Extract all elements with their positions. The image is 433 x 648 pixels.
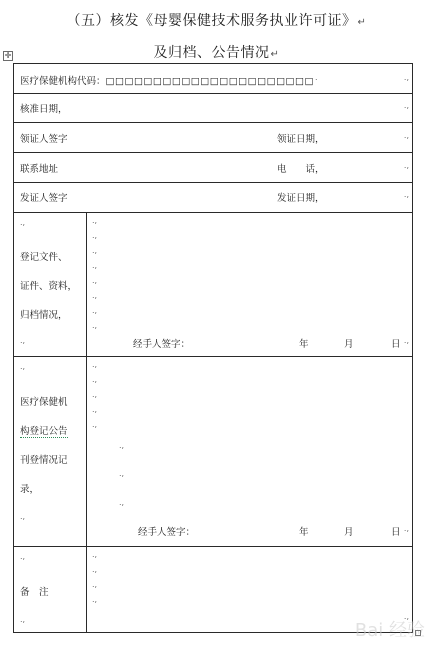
table-resize-handle-icon[interactable] bbox=[415, 630, 421, 636]
empty-paragraph-mark: ., bbox=[92, 216, 98, 225]
row-divider bbox=[14, 356, 412, 357]
document-subtitle bbox=[0, 42, 433, 62]
row-end-mark: ., bbox=[403, 161, 409, 170]
title-line-1: （五）核发《母婴保健技术服务执业许可证》 bbox=[66, 13, 357, 29]
document-title bbox=[0, 10, 433, 30]
empty-paragraph-mark: ., bbox=[119, 498, 125, 507]
publish-label-line-2 bbox=[20, 423, 68, 437]
empty-paragraph-mark: ., bbox=[92, 565, 98, 574]
empty-paragraph-mark: ., bbox=[92, 306, 98, 315]
issue-date-label: 发证日期， bbox=[277, 193, 325, 204]
empty-paragraph-mark: ., bbox=[92, 261, 98, 270]
receiver-sign-label: 领证人签字 bbox=[20, 134, 68, 145]
org-code-input-boxes[interactable]: □□□□□□□□□□□□□□□□□□□□□□ bbox=[105, 76, 314, 87]
empty-paragraph-mark: ., bbox=[20, 218, 26, 227]
publish-label-line-4: 录， bbox=[20, 484, 40, 495]
empty-paragraph-mark: ., bbox=[20, 552, 26, 561]
row-end-mark: ., bbox=[403, 131, 409, 140]
empty-paragraph-mark: ., bbox=[119, 441, 125, 450]
empty-paragraph-mark: ., bbox=[20, 362, 26, 371]
publish-label-line-2-text: 构登记公告 bbox=[20, 426, 68, 437]
empty-paragraph-mark: ., bbox=[92, 321, 98, 330]
archive-month-label: 月 bbox=[344, 339, 354, 350]
archive-label-line-2: 证件、资料， bbox=[20, 281, 78, 292]
empty-paragraph-mark: ., bbox=[92, 375, 98, 384]
row-end-mark: ., bbox=[403, 612, 409, 621]
archive-year-label: 年 bbox=[299, 339, 309, 350]
row-end-mark: ., bbox=[403, 101, 409, 110]
empty-paragraph-mark: ., bbox=[92, 550, 98, 559]
publish-label-line-1: 医疗保健机 bbox=[20, 397, 68, 408]
empty-paragraph-mark: ., bbox=[92, 595, 98, 604]
row-end-mark: ., bbox=[403, 524, 409, 533]
issuer-sign-label: 发证人签字 bbox=[20, 193, 68, 204]
row-end-mark: ., bbox=[403, 73, 409, 82]
empty-paragraph-mark: ., bbox=[20, 615, 26, 624]
title-line-2: 及归档、公告情况 bbox=[153, 45, 270, 61]
archive-label-line-3: 归档情况， bbox=[20, 310, 68, 321]
publish-year-label: 年 bbox=[299, 527, 309, 538]
paragraph-mark-icon: ↵ bbox=[357, 17, 367, 28]
remarks-label: 备 注 bbox=[20, 587, 49, 598]
empty-paragraph-mark: ., bbox=[92, 420, 98, 429]
empty-paragraph-mark: ., bbox=[92, 405, 98, 414]
org-code-label: 医疗保健机构代码： bbox=[20, 76, 106, 87]
row-divider bbox=[14, 122, 412, 123]
archive-day-label: 日 bbox=[391, 339, 401, 350]
receive-date-label: 领证日期， bbox=[277, 134, 325, 145]
archive-handler-sign-label: 经手人签字： bbox=[133, 339, 191, 350]
row-end-mark: ., bbox=[403, 336, 409, 345]
column-divider bbox=[86, 212, 87, 632]
org-code-row bbox=[20, 73, 314, 87]
cell-end-mark: . bbox=[315, 73, 318, 82]
empty-paragraph-mark: ., bbox=[92, 390, 98, 399]
baidu-watermark-logo: Bai 经验 bbox=[354, 620, 425, 641]
empty-paragraph-mark: ., bbox=[92, 246, 98, 255]
publish-handler-sign-label: 经手人签字： bbox=[138, 527, 196, 538]
row-divider bbox=[14, 212, 412, 213]
phone-label: 电 话， bbox=[277, 164, 325, 175]
row-divider bbox=[14, 93, 412, 94]
empty-paragraph-mark: ., bbox=[92, 276, 98, 285]
empty-paragraph-mark: ., bbox=[92, 360, 98, 369]
empty-paragraph-mark: ., bbox=[20, 336, 26, 345]
empty-paragraph-mark: ., bbox=[92, 580, 98, 589]
address-label: 联系地址 bbox=[20, 164, 59, 175]
license-form-table bbox=[13, 63, 413, 633]
row-divider bbox=[14, 152, 412, 153]
row-divider bbox=[14, 182, 412, 183]
approval-date-label: 核准日期， bbox=[20, 104, 68, 115]
publish-label-line-3: 刊登情况记 bbox=[20, 455, 68, 466]
archive-label-line-1: 登记文件、 bbox=[20, 252, 68, 263]
empty-paragraph-mark: ., bbox=[92, 291, 98, 300]
publish-day-label: 日 bbox=[391, 527, 401, 538]
row-divider bbox=[14, 546, 412, 547]
empty-paragraph-mark: ., bbox=[119, 469, 125, 478]
empty-paragraph-mark: ., bbox=[92, 231, 98, 240]
publish-month-label: 月 bbox=[344, 527, 354, 538]
row-end-mark: ., bbox=[403, 190, 409, 199]
empty-paragraph-mark: ., bbox=[20, 512, 26, 521]
paragraph-mark-icon: ↵ bbox=[270, 49, 280, 60]
table-move-handle-icon[interactable]: ✛ bbox=[4, 51, 12, 60]
